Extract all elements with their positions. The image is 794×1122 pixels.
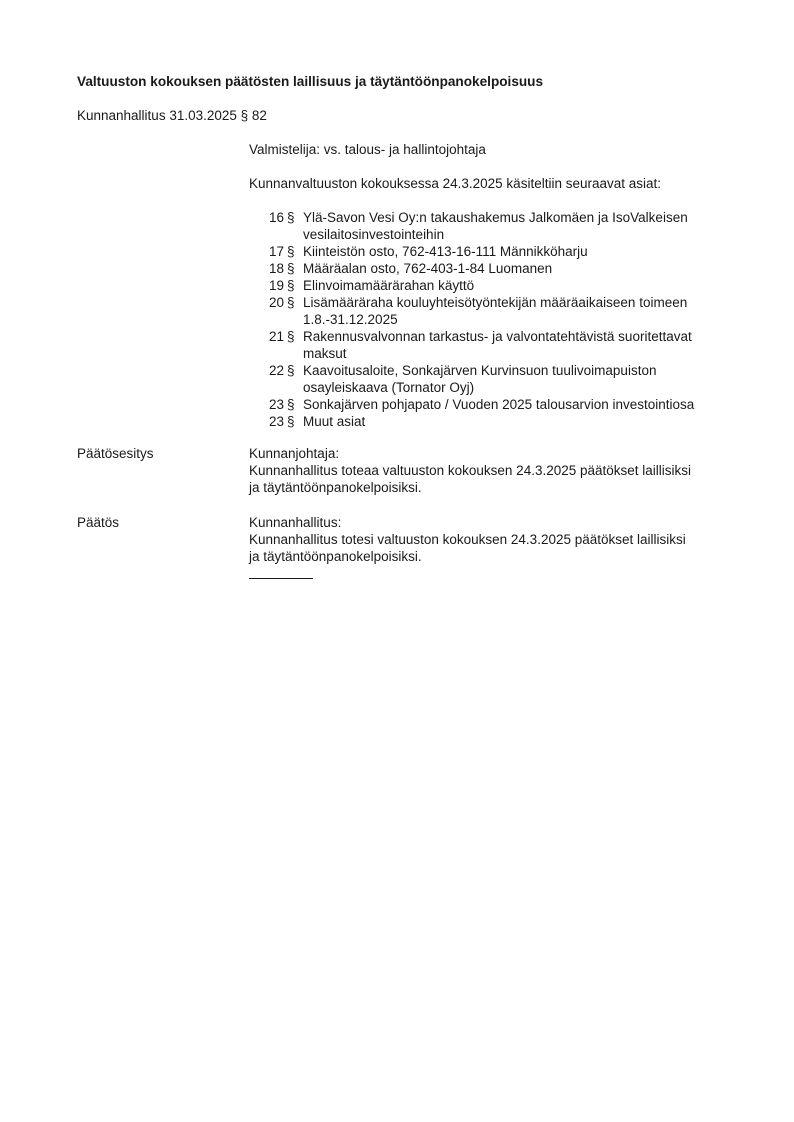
section-symbol: §: [287, 295, 295, 310]
proposal-text-line: ja täytäntöönpanokelpoisiksi.: [249, 480, 422, 495]
agenda-item: [249, 243, 739, 260]
agenda-item-text: Sonkajärven pohjapato / Vuoden 2025 talousarvion investointiosa: [303, 397, 695, 412]
proposal-heading: Kunnanjohtaja:: [249, 446, 340, 461]
agenda-item: [249, 362, 739, 396]
agenda-item-number: 20: [268, 295, 284, 310]
decision-text-line: ja täytäntöönpanokelpoisiksi.: [249, 549, 422, 564]
agenda-item: [249, 413, 739, 430]
agenda-item-text: Elinvoimamäärärahan käyttö: [303, 278, 475, 293]
section-symbol: §: [287, 363, 295, 378]
agenda-item-number: 19: [268, 278, 284, 293]
agenda-item-text: Määräalan osto, 762-403-1-84 Luomanen: [303, 261, 553, 276]
agenda-item: [249, 396, 739, 413]
agenda-item-number: 23: [268, 414, 284, 429]
agenda-item: [249, 209, 739, 243]
section-symbol: §: [287, 278, 295, 293]
section-symbol: §: [287, 261, 295, 276]
section-symbol: §: [287, 210, 295, 225]
agenda-item-number: 17: [268, 244, 284, 259]
decision-text-line: Kunnanhallitus totesi valtuuston kokouksen 24.3.2025 päätökset laillisiksi: [249, 532, 686, 547]
agenda-item: [249, 277, 739, 294]
agenda-item-text: Kaavoitusaloite, Sonkajärven Kurvinsuon tuulivoimapuiston osayleiskaava (Tornator Oyj): [303, 363, 657, 395]
agenda-item: [249, 328, 739, 362]
agenda-item: [249, 260, 739, 277]
section-symbol: §: [287, 329, 295, 344]
agenda-item-list: [249, 209, 739, 430]
agenda-item-number: 23: [268, 397, 284, 412]
agenda-item-text: Muut asiat: [303, 414, 366, 429]
proposal-label: Päätösesitys: [77, 446, 154, 461]
proposal-block: [249, 445, 739, 496]
decision-heading: Kunnanhallitus:: [249, 515, 342, 530]
closing-rule: [249, 578, 313, 579]
section-symbol: §: [287, 414, 295, 429]
section-symbol: §: [287, 397, 295, 412]
agenda-intro: Kunnanvaltuuston kokouksessa 24.3.2025 käsiteltiin seuraavat asiat:: [249, 176, 662, 191]
decision-block: [249, 514, 739, 565]
section-symbol: §: [287, 244, 295, 259]
document-title: Valtuuston kokouksen päätösten laillisuus ja täytäntöönpanokelpoisuus: [77, 74, 544, 89]
agenda-item-text: Ylä-Savon Vesi Oy:n takaushakemus Jalkomäen ja IsoValkeisen vesilaitosinvestointeihin: [303, 210, 688, 242]
agenda-item-number: 21: [268, 329, 284, 344]
agenda-item-number: 16: [268, 210, 284, 225]
agenda-item-text: Rakennusvalvonnan tarkastus- ja valvontatehtävistä suoritettavat maksut: [303, 329, 692, 361]
decision-label: Päätös: [77, 515, 120, 530]
agenda-item: [249, 294, 739, 328]
agenda-item-number: 18: [268, 261, 284, 276]
proposal-text-line: Kunnanhallitus toteaa valtuuston kokouksen 24.3.2025 päätökset laillisiksi: [249, 463, 692, 478]
agenda-item-number: 22: [268, 363, 284, 378]
agenda-item-text: Lisämääräraha kouluyhteisötyöntekijän määräaikaiseen toimeen 1.8.-31.12.2025: [303, 295, 688, 327]
preparer-line: Valmistelija: vs. talous- ja hallintojohtaja: [249, 142, 486, 157]
meeting-reference: Kunnanhallitus 31.03.2025 § 82: [77, 108, 267, 123]
agenda-item-text: Kiinteistön osto, 762-413-16-111 Männikköharju: [303, 244, 588, 259]
